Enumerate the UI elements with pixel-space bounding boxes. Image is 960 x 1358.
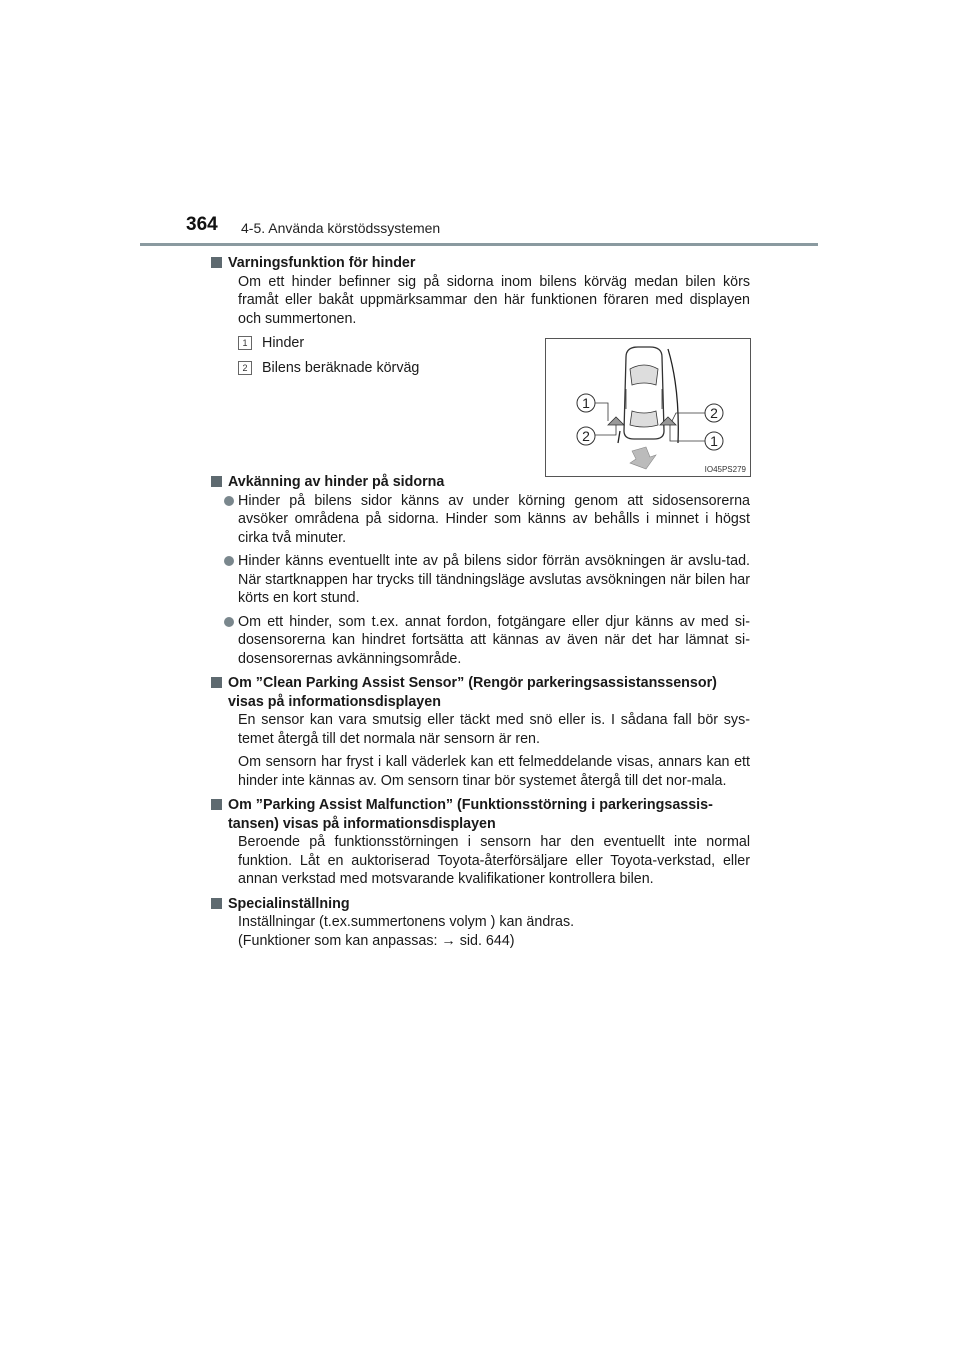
section-clean-sensor — [210, 674, 750, 790]
heading-text: Specialinställning — [228, 895, 350, 912]
dot-bullet-icon — [224, 496, 234, 506]
callout-label: 1 — [582, 395, 590, 411]
header-title: 4-5. Använda körstödssystemen — [241, 220, 441, 236]
bullet-text: Hinder känns eventuellt inte av på bilens sidor förrän avsökningen är avslu-tad. När startknappen har trycks till tändningsläge avslutas avsökningen när bilen har körts en kort stund. — [238, 553, 750, 606]
obstacle-icon — [608, 417, 624, 425]
number-badge: 2 — [238, 361, 252, 375]
heading-text: Om ”Clean Parking Assist Sensor” (Rengör parkeringsassistanssensor) visas på informationsdisplayen — [228, 675, 717, 710]
square-bullet-icon — [211, 257, 222, 268]
square-bullet-icon — [211, 898, 222, 909]
dot-bullet-icon — [224, 556, 234, 566]
paragraph: Inställningar (t.ex.summertonens volym ) kan ändras. — [238, 914, 575, 930]
figure-code: IO45PS279 — [704, 465, 746, 474]
section-heading — [210, 796, 750, 833]
square-bullet-icon — [211, 476, 222, 487]
legend-label: Hinder — [262, 335, 305, 351]
bullet-item — [224, 492, 750, 548]
number-badge: 1 — [238, 336, 252, 350]
car-diagram-illustration — [546, 339, 750, 476]
paragraph: En sensor kan vara smutsig eller täckt med snö eller is. I sådana fall bör sys-temet återgå till det normala när sensorn är ren. — [238, 712, 750, 747]
dot-bullet-icon — [224, 617, 234, 627]
section-side-detection — [210, 473, 750, 668]
paragraph: (Funktioner som kan anpassas: → sid. 644) — [238, 932, 515, 949]
callout-label: 2 — [582, 428, 590, 444]
heading-text: Avkänning av hinder på sidorna — [228, 474, 445, 490]
section-heading — [210, 895, 750, 914]
header-rule — [140, 243, 818, 246]
square-bullet-icon — [211, 799, 222, 810]
callout-label: 2 — [710, 405, 718, 421]
paragraph: Om sensorn har fryst i kall väderlek kan ett felmeddelande visas, annars kan ett hinder inte kännas av. Om sensorn tinar bör systemet återgå till det nor-mala. — [238, 754, 750, 789]
section-malfunction — [210, 796, 750, 889]
parking-sensor-figure — [545, 338, 751, 477]
section-heading — [210, 254, 750, 273]
paragraph: Beroende på funktionsstörningen i sensorn har den eventuellt inte normal funktion. Låt en auktoriserad Toyota-återförsäljare eller Toyota-verkstad, eller annan verkstad med motsvarande kvalifikationer kontrollera bilen. — [238, 834, 750, 887]
callout-label: 1 — [710, 433, 718, 449]
section-customization — [210, 895, 750, 951]
legend-label: Bilens beräknade körväg — [262, 359, 420, 376]
paragraph: Om ett hinder befinner sig på sidorna inom bilens körväg medan bilen körs framåt eller bakåt uppmärksammar den här funktionen föraren med displayen och summertonen. — [238, 273, 750, 327]
bullet-item — [224, 552, 750, 608]
bullet-item — [224, 613, 750, 669]
bullet-text: Om ett hinder, som t.ex. annat fordon, fotgängare eller djur känns av med si-dosensorerna kan hindret fortsätta att kännas av även när det har lämnat si-dosensorernas avkänningsområde. — [238, 613, 750, 667]
movement-arrow-icon — [630, 447, 656, 469]
bullet-text: Hinder på bilens sidor känns av under körning genom att sidosensorerna avsöker områdena på sidorna. Hinder som känns av behålls i minnet i högst cirka två minuter. — [238, 492, 750, 546]
square-bullet-icon — [211, 677, 222, 688]
page-number: 364 — [186, 214, 218, 235]
section-heading — [210, 674, 750, 711]
heading-text: Varningsfunktion för hinder — [228, 255, 416, 271]
heading-text: Om ”Parking Assist Malfunction” (Funktionsstörning i parkeringsassis-tansen) visas på informationsdisplayen — [228, 797, 713, 832]
